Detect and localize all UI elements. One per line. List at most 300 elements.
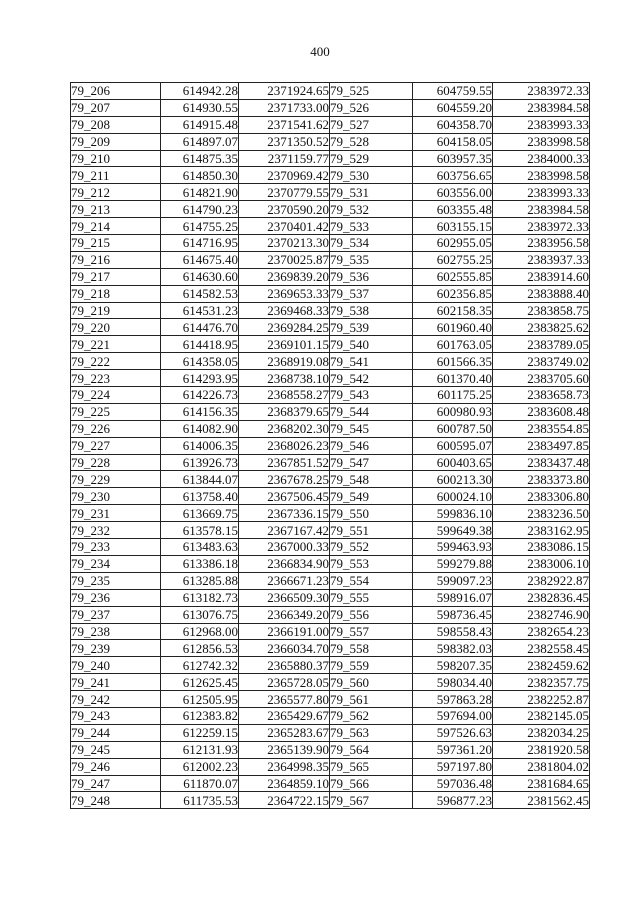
table-row xyxy=(71,420,590,437)
right-point-id-cell: 79_551 xyxy=(330,522,413,539)
left-x-coordinate-cell: 612002.23 xyxy=(161,758,239,775)
right-y-coordinate-cell: 2383086.15 xyxy=(493,539,590,556)
left-point-id-cell: 79_248 xyxy=(71,792,161,809)
right-y-coordinate-cell: 2383006.10 xyxy=(493,555,590,572)
left-y-coordinate-cell: 2367851.52 xyxy=(239,454,330,471)
right-y-coordinate-cell: 2383236.50 xyxy=(493,505,590,522)
right-y-coordinate-cell: 2383937.33 xyxy=(493,251,590,268)
right-point-id-cell: 79_548 xyxy=(330,471,413,488)
table-row xyxy=(71,218,590,235)
left-x-coordinate-cell: 612131.93 xyxy=(161,741,239,758)
left-point-id-cell: 79_215 xyxy=(71,235,161,252)
left-y-coordinate-cell: 2365283.67 xyxy=(239,724,330,741)
table-row xyxy=(71,589,590,606)
table-row xyxy=(71,353,590,370)
left-point-id-cell: 79_236 xyxy=(71,589,161,606)
table-row xyxy=(71,572,590,589)
left-y-coordinate-cell: 2364998.35 xyxy=(239,758,330,775)
right-y-coordinate-cell: 2383998.58 xyxy=(493,167,590,184)
right-point-id-cell: 79_552 xyxy=(330,539,413,556)
right-point-id-cell: 79_540 xyxy=(330,336,413,353)
left-y-coordinate-cell: 2370779.55 xyxy=(239,184,330,201)
left-y-coordinate-cell: 2367167.42 xyxy=(239,522,330,539)
left-point-id-cell: 79_237 xyxy=(71,606,161,623)
left-point-id-cell: 79_240 xyxy=(71,657,161,674)
right-x-coordinate-cell: 601566.35 xyxy=(413,353,493,370)
right-x-coordinate-cell: 603355.48 xyxy=(413,201,493,218)
right-point-id-cell: 79_547 xyxy=(330,454,413,471)
left-x-coordinate-cell: 614226.73 xyxy=(161,387,239,404)
table-row xyxy=(71,319,590,336)
right-point-id-cell: 79_545 xyxy=(330,420,413,437)
left-x-coordinate-cell: 613578.15 xyxy=(161,522,239,539)
left-point-id-cell: 79_239 xyxy=(71,640,161,657)
right-point-id-cell: 79_537 xyxy=(330,285,413,302)
left-y-coordinate-cell: 2369468.33 xyxy=(239,302,330,319)
left-point-id-cell: 79_224 xyxy=(71,387,161,404)
right-x-coordinate-cell: 602955.05 xyxy=(413,235,493,252)
left-point-id-cell: 79_210 xyxy=(71,150,161,167)
left-point-id-cell: 79_247 xyxy=(71,775,161,792)
right-point-id-cell: 79_538 xyxy=(330,302,413,319)
left-x-coordinate-cell: 614790.23 xyxy=(161,201,239,218)
right-y-coordinate-cell: 2383956.58 xyxy=(493,235,590,252)
left-x-coordinate-cell: 612505.95 xyxy=(161,691,239,708)
right-x-coordinate-cell: 597694.00 xyxy=(413,707,493,724)
left-x-coordinate-cell: 614630.60 xyxy=(161,268,239,285)
left-point-id-cell: 79_206 xyxy=(71,83,161,100)
table-row xyxy=(71,539,590,556)
right-x-coordinate-cell: 598382.03 xyxy=(413,640,493,657)
right-x-coordinate-cell: 602555.85 xyxy=(413,268,493,285)
left-y-coordinate-cell: 2365880.37 xyxy=(239,657,330,674)
right-x-coordinate-cell: 599279.88 xyxy=(413,555,493,572)
left-y-coordinate-cell: 2371733.00 xyxy=(239,99,330,116)
right-y-coordinate-cell: 2383437.48 xyxy=(493,454,590,471)
right-y-coordinate-cell: 2383972.33 xyxy=(493,83,590,100)
right-x-coordinate-cell: 596877.23 xyxy=(413,792,493,809)
right-point-id-cell: 79_557 xyxy=(330,623,413,640)
left-y-coordinate-cell: 2367678.25 xyxy=(239,471,330,488)
left-y-coordinate-cell: 2366671.23 xyxy=(239,572,330,589)
left-x-coordinate-cell: 613758.40 xyxy=(161,488,239,505)
right-point-id-cell: 79_527 xyxy=(330,116,413,133)
table-row xyxy=(71,640,590,657)
right-y-coordinate-cell: 2383993.33 xyxy=(493,116,590,133)
left-point-id-cell: 79_233 xyxy=(71,539,161,556)
table-row xyxy=(71,387,590,404)
right-x-coordinate-cell: 598916.07 xyxy=(413,589,493,606)
right-x-coordinate-cell: 603556.00 xyxy=(413,184,493,201)
right-point-id-cell: 79_525 xyxy=(330,83,413,100)
left-point-id-cell: 79_232 xyxy=(71,522,161,539)
left-point-id-cell: 79_221 xyxy=(71,336,161,353)
right-point-id-cell: 79_560 xyxy=(330,674,413,691)
table-row xyxy=(71,235,590,252)
right-y-coordinate-cell: 2383749.02 xyxy=(493,353,590,370)
table-row xyxy=(71,403,590,420)
right-y-coordinate-cell: 2381684.65 xyxy=(493,775,590,792)
table-row xyxy=(71,83,590,100)
right-point-id-cell: 79_561 xyxy=(330,691,413,708)
left-point-id-cell: 79_211 xyxy=(71,167,161,184)
left-point-id-cell: 79_234 xyxy=(71,555,161,572)
right-x-coordinate-cell: 601960.40 xyxy=(413,319,493,336)
right-y-coordinate-cell: 2382034.25 xyxy=(493,724,590,741)
right-x-coordinate-cell: 598207.35 xyxy=(413,657,493,674)
left-y-coordinate-cell: 2370969.42 xyxy=(239,167,330,184)
right-x-coordinate-cell: 601175.25 xyxy=(413,387,493,404)
right-x-coordinate-cell: 599097.23 xyxy=(413,572,493,589)
right-point-id-cell: 79_530 xyxy=(330,167,413,184)
left-point-id-cell: 79_218 xyxy=(71,285,161,302)
right-x-coordinate-cell: 604559.20 xyxy=(413,99,493,116)
right-point-id-cell: 79_559 xyxy=(330,657,413,674)
right-x-coordinate-cell: 602158.35 xyxy=(413,302,493,319)
table-row xyxy=(71,674,590,691)
right-x-coordinate-cell: 600403.65 xyxy=(413,454,493,471)
left-x-coordinate-cell: 612383.82 xyxy=(161,707,239,724)
left-point-id-cell: 79_244 xyxy=(71,724,161,741)
table-row xyxy=(71,167,590,184)
left-y-coordinate-cell: 2369839.20 xyxy=(239,268,330,285)
table-row xyxy=(71,657,590,674)
left-point-id-cell: 79_246 xyxy=(71,758,161,775)
table-row xyxy=(71,758,590,775)
left-x-coordinate-cell: 614675.40 xyxy=(161,251,239,268)
left-point-id-cell: 79_226 xyxy=(71,420,161,437)
table-row xyxy=(71,336,590,353)
right-y-coordinate-cell: 2383373.80 xyxy=(493,471,590,488)
left-x-coordinate-cell: 613483.63 xyxy=(161,539,239,556)
left-y-coordinate-cell: 2367000.33 xyxy=(239,539,330,556)
right-point-id-cell: 79_556 xyxy=(330,606,413,623)
left-y-coordinate-cell: 2368558.27 xyxy=(239,387,330,404)
table-row xyxy=(71,116,590,133)
left-y-coordinate-cell: 2365139.90 xyxy=(239,741,330,758)
right-x-coordinate-cell: 602356.85 xyxy=(413,285,493,302)
right-y-coordinate-cell: 2382746.90 xyxy=(493,606,590,623)
left-x-coordinate-cell: 612742.32 xyxy=(161,657,239,674)
left-y-coordinate-cell: 2367336.15 xyxy=(239,505,330,522)
right-point-id-cell: 79_536 xyxy=(330,268,413,285)
right-x-coordinate-cell: 601370.40 xyxy=(413,370,493,387)
right-x-coordinate-cell: 600787.50 xyxy=(413,420,493,437)
right-x-coordinate-cell: 600024.10 xyxy=(413,488,493,505)
left-x-coordinate-cell: 613182.73 xyxy=(161,589,239,606)
table-row xyxy=(71,606,590,623)
right-point-id-cell: 79_564 xyxy=(330,741,413,758)
right-y-coordinate-cell: 2383858.75 xyxy=(493,302,590,319)
left-y-coordinate-cell: 2367506.45 xyxy=(239,488,330,505)
right-x-coordinate-cell: 598558.43 xyxy=(413,623,493,640)
left-x-coordinate-cell: 614006.35 xyxy=(161,437,239,454)
left-y-coordinate-cell: 2370213.30 xyxy=(239,235,330,252)
left-x-coordinate-cell: 612968.00 xyxy=(161,623,239,640)
right-y-coordinate-cell: 2382836.45 xyxy=(493,589,590,606)
left-x-coordinate-cell: 614875.35 xyxy=(161,150,239,167)
left-y-coordinate-cell: 2365429.67 xyxy=(239,707,330,724)
right-point-id-cell: 79_558 xyxy=(330,640,413,657)
right-x-coordinate-cell: 602755.25 xyxy=(413,251,493,268)
right-y-coordinate-cell: 2383705.60 xyxy=(493,370,590,387)
right-point-id-cell: 79_543 xyxy=(330,387,413,404)
left-x-coordinate-cell: 614476.70 xyxy=(161,319,239,336)
table-row xyxy=(71,471,590,488)
left-y-coordinate-cell: 2371159.77 xyxy=(239,150,330,167)
left-x-coordinate-cell: 612259.15 xyxy=(161,724,239,741)
right-x-coordinate-cell: 603957.35 xyxy=(413,150,493,167)
table-row xyxy=(71,437,590,454)
left-x-coordinate-cell: 614293.95 xyxy=(161,370,239,387)
left-x-coordinate-cell: 614418.95 xyxy=(161,336,239,353)
right-y-coordinate-cell: 2383554.85 xyxy=(493,420,590,437)
right-y-coordinate-cell: 2383888.40 xyxy=(493,285,590,302)
table-row xyxy=(71,133,590,150)
left-x-coordinate-cell: 612856.53 xyxy=(161,640,239,657)
right-point-id-cell: 79_531 xyxy=(330,184,413,201)
left-y-coordinate-cell: 2368738.10 xyxy=(239,370,330,387)
right-y-coordinate-cell: 2384000.33 xyxy=(493,150,590,167)
right-point-id-cell: 79_546 xyxy=(330,437,413,454)
right-y-coordinate-cell: 2383914.60 xyxy=(493,268,590,285)
left-y-coordinate-cell: 2370401.42 xyxy=(239,218,330,235)
left-x-coordinate-cell: 613285.88 xyxy=(161,572,239,589)
right-x-coordinate-cell: 600980.93 xyxy=(413,403,493,420)
right-y-coordinate-cell: 2383162.95 xyxy=(493,522,590,539)
right-y-coordinate-cell: 2382252.87 xyxy=(493,691,590,708)
left-y-coordinate-cell: 2369284.25 xyxy=(239,319,330,336)
table-row xyxy=(71,741,590,758)
left-point-id-cell: 79_227 xyxy=(71,437,161,454)
right-y-coordinate-cell: 2382145.05 xyxy=(493,707,590,724)
right-point-id-cell: 79_529 xyxy=(330,150,413,167)
left-y-coordinate-cell: 2364859.10 xyxy=(239,775,330,792)
coordinates-table xyxy=(70,82,590,809)
right-point-id-cell: 79_553 xyxy=(330,555,413,572)
right-x-coordinate-cell: 603155.15 xyxy=(413,218,493,235)
left-point-id-cell: 79_231 xyxy=(71,505,161,522)
left-y-coordinate-cell: 2370025.87 xyxy=(239,251,330,268)
left-point-id-cell: 79_225 xyxy=(71,403,161,420)
right-point-id-cell: 79_562 xyxy=(330,707,413,724)
right-x-coordinate-cell: 600213.30 xyxy=(413,471,493,488)
left-y-coordinate-cell: 2366034.70 xyxy=(239,640,330,657)
right-x-coordinate-cell: 598736.45 xyxy=(413,606,493,623)
right-x-coordinate-cell: 599649.38 xyxy=(413,522,493,539)
left-point-id-cell: 79_223 xyxy=(71,370,161,387)
table-row xyxy=(71,285,590,302)
right-point-id-cell: 79_555 xyxy=(330,589,413,606)
left-x-coordinate-cell: 613926.73 xyxy=(161,454,239,471)
right-point-id-cell: 79_541 xyxy=(330,353,413,370)
left-point-id-cell: 79_214 xyxy=(71,218,161,235)
right-y-coordinate-cell: 2381920.58 xyxy=(493,741,590,758)
table-row xyxy=(71,724,590,741)
right-y-coordinate-cell: 2383984.58 xyxy=(493,201,590,218)
right-y-coordinate-cell: 2383984.58 xyxy=(493,99,590,116)
right-y-coordinate-cell: 2383306.80 xyxy=(493,488,590,505)
right-y-coordinate-cell: 2381804.02 xyxy=(493,758,590,775)
left-x-coordinate-cell: 614082.90 xyxy=(161,420,239,437)
right-y-coordinate-cell: 2383998.58 xyxy=(493,133,590,150)
left-point-id-cell: 79_216 xyxy=(71,251,161,268)
right-point-id-cell: 79_539 xyxy=(330,319,413,336)
table-row xyxy=(71,370,590,387)
table-row xyxy=(71,505,590,522)
left-y-coordinate-cell: 2371350.52 xyxy=(239,133,330,150)
right-y-coordinate-cell: 2383789.05 xyxy=(493,336,590,353)
left-x-coordinate-cell: 611735.53 xyxy=(161,792,239,809)
table-row xyxy=(71,775,590,792)
right-point-id-cell: 79_550 xyxy=(330,505,413,522)
page-number: 400 xyxy=(310,44,330,59)
table-row xyxy=(71,522,590,539)
left-point-id-cell: 79_207 xyxy=(71,99,161,116)
left-x-coordinate-cell: 614930.55 xyxy=(161,99,239,116)
right-y-coordinate-cell: 2382459.62 xyxy=(493,657,590,674)
left-x-coordinate-cell: 614850.30 xyxy=(161,167,239,184)
left-y-coordinate-cell: 2365577.80 xyxy=(239,691,330,708)
left-x-coordinate-cell: 611870.07 xyxy=(161,775,239,792)
left-x-coordinate-cell: 614582.53 xyxy=(161,285,239,302)
left-x-coordinate-cell: 614755.25 xyxy=(161,218,239,235)
right-x-coordinate-cell: 597526.63 xyxy=(413,724,493,741)
right-point-id-cell: 79_528 xyxy=(330,133,413,150)
left-point-id-cell: 79_220 xyxy=(71,319,161,336)
left-point-id-cell: 79_235 xyxy=(71,572,161,589)
left-x-coordinate-cell: 612625.45 xyxy=(161,674,239,691)
left-x-coordinate-cell: 614358.05 xyxy=(161,353,239,370)
table-row xyxy=(71,707,590,724)
right-x-coordinate-cell: 604358.70 xyxy=(413,116,493,133)
table-row xyxy=(71,792,590,809)
table-row xyxy=(71,251,590,268)
right-point-id-cell: 79_533 xyxy=(330,218,413,235)
right-point-id-cell: 79_566 xyxy=(330,775,413,792)
left-y-coordinate-cell: 2368379.65 xyxy=(239,403,330,420)
left-y-coordinate-cell: 2364722.15 xyxy=(239,792,330,809)
right-x-coordinate-cell: 597863.28 xyxy=(413,691,493,708)
right-y-coordinate-cell: 2382654.23 xyxy=(493,623,590,640)
table-row xyxy=(71,488,590,505)
right-x-coordinate-cell: 604158.05 xyxy=(413,133,493,150)
left-y-coordinate-cell: 2368919.08 xyxy=(239,353,330,370)
right-point-id-cell: 79_532 xyxy=(330,201,413,218)
right-x-coordinate-cell: 600595.07 xyxy=(413,437,493,454)
left-x-coordinate-cell: 614531.23 xyxy=(161,302,239,319)
left-x-coordinate-cell: 614156.35 xyxy=(161,403,239,420)
left-y-coordinate-cell: 2370590.20 xyxy=(239,201,330,218)
right-point-id-cell: 79_534 xyxy=(330,235,413,252)
right-y-coordinate-cell: 2383993.33 xyxy=(493,184,590,201)
left-point-id-cell: 79_213 xyxy=(71,201,161,218)
left-y-coordinate-cell: 2369653.33 xyxy=(239,285,330,302)
right-point-id-cell: 79_542 xyxy=(330,370,413,387)
right-y-coordinate-cell: 2383497.85 xyxy=(493,437,590,454)
right-point-id-cell: 79_563 xyxy=(330,724,413,741)
left-y-coordinate-cell: 2371924.65 xyxy=(239,83,330,100)
right-point-id-cell: 79_549 xyxy=(330,488,413,505)
left-x-coordinate-cell: 613669.75 xyxy=(161,505,239,522)
right-y-coordinate-cell: 2383825.62 xyxy=(493,319,590,336)
left-point-id-cell: 79_219 xyxy=(71,302,161,319)
right-point-id-cell: 79_567 xyxy=(330,792,413,809)
left-y-coordinate-cell: 2366191.00 xyxy=(239,623,330,640)
left-point-id-cell: 79_217 xyxy=(71,268,161,285)
left-x-coordinate-cell: 614821.90 xyxy=(161,184,239,201)
right-x-coordinate-cell: 598034.40 xyxy=(413,674,493,691)
left-point-id-cell: 79_228 xyxy=(71,454,161,471)
left-y-coordinate-cell: 2366509.30 xyxy=(239,589,330,606)
right-point-id-cell: 79_554 xyxy=(330,572,413,589)
left-y-coordinate-cell: 2368202.30 xyxy=(239,420,330,437)
right-x-coordinate-cell: 599463.93 xyxy=(413,539,493,556)
right-x-coordinate-cell: 597197.80 xyxy=(413,758,493,775)
left-y-coordinate-cell: 2366349.20 xyxy=(239,606,330,623)
table-row xyxy=(71,99,590,116)
right-x-coordinate-cell: 597036.48 xyxy=(413,775,493,792)
right-point-id-cell: 79_535 xyxy=(330,251,413,268)
right-x-coordinate-cell: 601763.05 xyxy=(413,336,493,353)
right-y-coordinate-cell: 2383658.73 xyxy=(493,387,590,404)
left-point-id-cell: 79_222 xyxy=(71,353,161,370)
right-y-coordinate-cell: 2381562.45 xyxy=(493,792,590,809)
left-x-coordinate-cell: 613844.07 xyxy=(161,471,239,488)
right-point-id-cell: 79_544 xyxy=(330,403,413,420)
table-row xyxy=(71,268,590,285)
left-point-id-cell: 79_243 xyxy=(71,707,161,724)
left-point-id-cell: 79_238 xyxy=(71,623,161,640)
table-row xyxy=(71,555,590,572)
right-y-coordinate-cell: 2382922.87 xyxy=(493,572,590,589)
left-x-coordinate-cell: 614897.07 xyxy=(161,133,239,150)
left-y-coordinate-cell: 2365728.05 xyxy=(239,674,330,691)
right-y-coordinate-cell: 2382357.75 xyxy=(493,674,590,691)
left-point-id-cell: 79_209 xyxy=(71,133,161,150)
coordinates-table-body xyxy=(71,83,590,809)
left-point-id-cell: 79_230 xyxy=(71,488,161,505)
left-point-id-cell: 79_212 xyxy=(71,184,161,201)
table-row xyxy=(71,691,590,708)
table-row xyxy=(71,150,590,167)
right-x-coordinate-cell: 599836.10 xyxy=(413,505,493,522)
table-row xyxy=(71,623,590,640)
table-row xyxy=(71,302,590,319)
left-point-id-cell: 79_245 xyxy=(71,741,161,758)
table-row xyxy=(71,184,590,201)
left-x-coordinate-cell: 613386.18 xyxy=(161,555,239,572)
left-y-coordinate-cell: 2368026.23 xyxy=(239,437,330,454)
left-y-coordinate-cell: 2371541.62 xyxy=(239,116,330,133)
right-y-coordinate-cell: 2383972.33 xyxy=(493,218,590,235)
table-row xyxy=(71,454,590,471)
left-x-coordinate-cell: 614942.28 xyxy=(161,83,239,100)
left-x-coordinate-cell: 614716.95 xyxy=(161,235,239,252)
left-y-coordinate-cell: 2366834.90 xyxy=(239,555,330,572)
left-point-id-cell: 79_208 xyxy=(71,116,161,133)
right-x-coordinate-cell: 603756.65 xyxy=(413,167,493,184)
right-point-id-cell: 79_565 xyxy=(330,758,413,775)
left-point-id-cell: 79_242 xyxy=(71,691,161,708)
right-x-coordinate-cell: 604759.55 xyxy=(413,83,493,100)
left-x-coordinate-cell: 614915.48 xyxy=(161,116,239,133)
left-x-coordinate-cell: 613076.75 xyxy=(161,606,239,623)
left-point-id-cell: 79_229 xyxy=(71,471,161,488)
right-point-id-cell: 79_526 xyxy=(330,99,413,116)
left-point-id-cell: 79_241 xyxy=(71,674,161,691)
right-x-coordinate-cell: 597361.20 xyxy=(413,741,493,758)
